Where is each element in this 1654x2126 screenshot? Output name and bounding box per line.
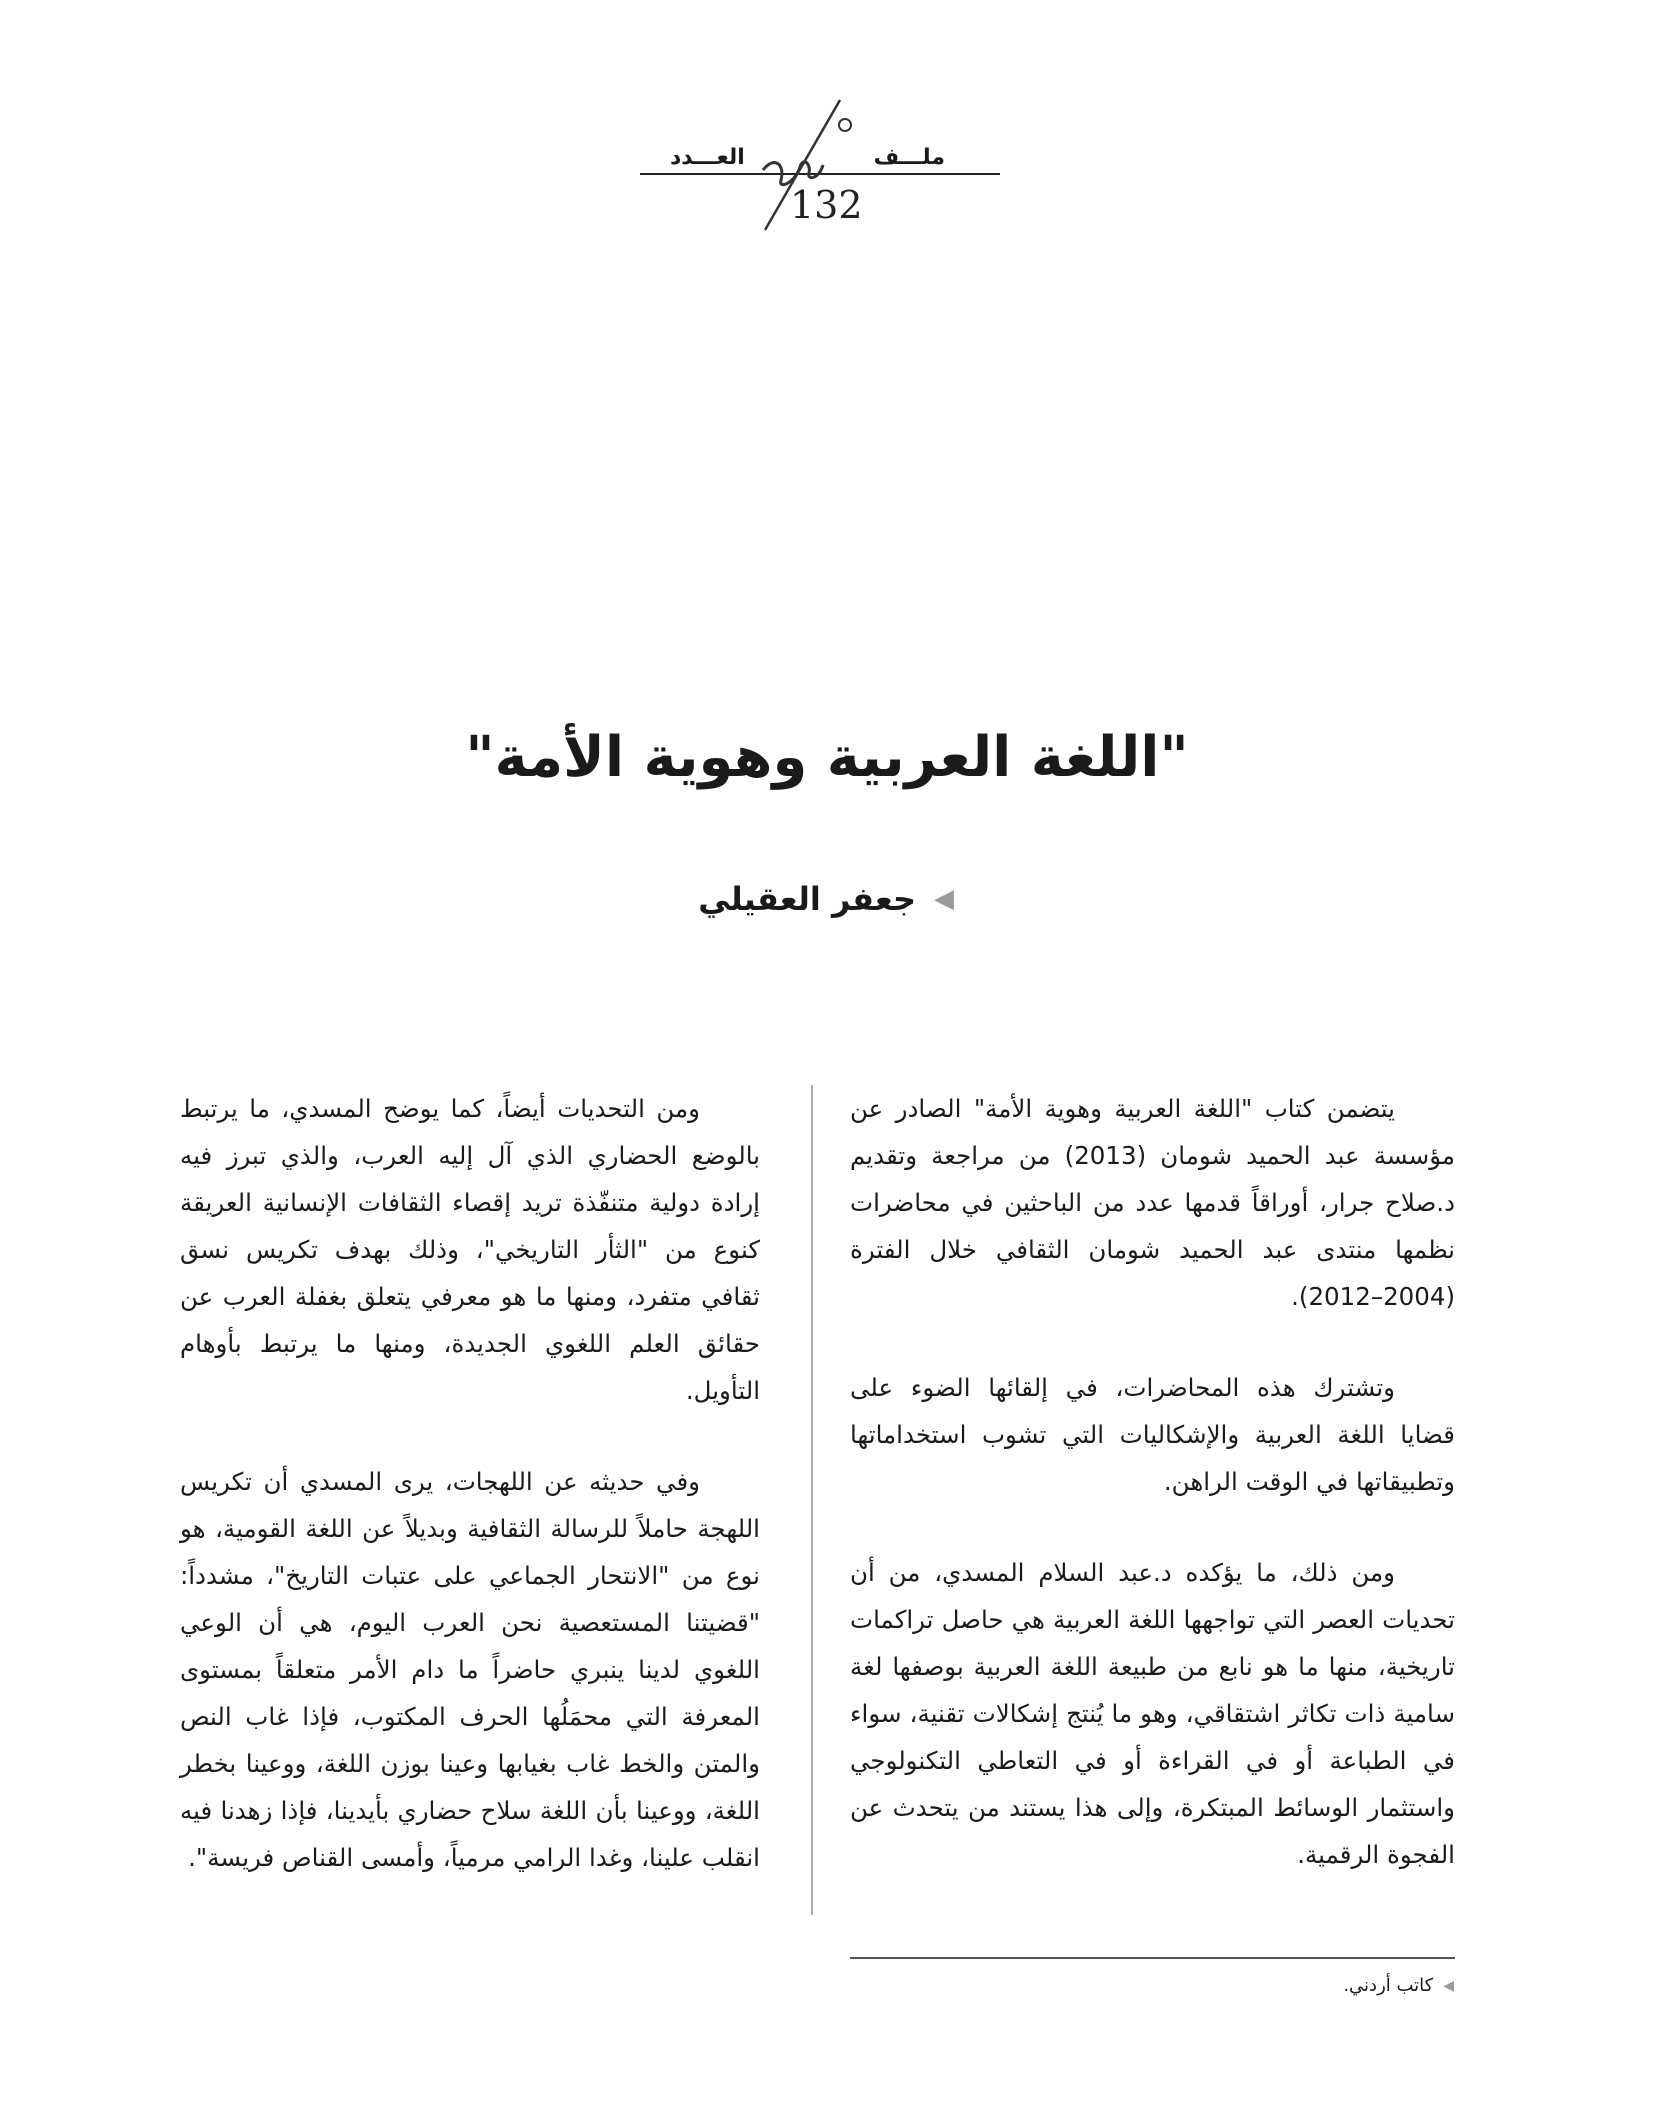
author-line (698, 880, 954, 918)
footnote (1343, 1975, 1454, 1996)
article-title: "اللغة العربية وهوية الأمة" (465, 725, 1189, 790)
paragraph: ومن ذلك، ما يؤكده د.عبد السلام المسدي، من أن تحديات العصر التي تواجهها اللغة العربية هي حاصل تراكمات تاريخية، منها ما هو نابع من طبيعة اللغة العربية بوصفها لغة سامية ذات تكاثر اشتقاقي، وهو ما يُنتج إشكالات تقنية، سواء في الطباعة أو في القراءة أو في التعاطي التكنولوجي واستثمار الوسائط المبتكرة، وإلى هذا يستند من يتحدث عن الفجوة الرقمية. (850, 1558, 1455, 1869)
footnote-text: كاتب أردني. (1343, 1975, 1434, 1996)
page-number: 132 (790, 183, 863, 227)
section-label: ملـــف (873, 145, 945, 170)
paragraph: ومن التحديات أيضاً، كما يوضح المسدي، ما يرتبط بالوضع الحضاري الذي آل إليه العرب، والذي تبرز فيه إرادة دولية متنفّذة تريد إقصاء الثقافات الإنسانية العريقة كنوع من "الثأر التاريخي"، وذلك بهدف تكريس نسق ثقافي متفرد، ومنها ما هو معرفي يتعلق بغفلة العرب عن حقائق العلم اللغوي الجديدة، ومنها ما يرتبط بأوهام التأويل. (180, 1094, 760, 1405)
issue-label: العـــدد (670, 145, 745, 170)
left-column (180, 1085, 760, 1925)
triangle-marker-icon: ◀ (1443, 1977, 1454, 1994)
paragraph: وتشترك هذه المحاضرات، في إلقائها الضوء على قضايا اللغة العربية والإشكاليات التي تشوب استخداماتها وتطبيقاتها في الوقت الراهن. (850, 1373, 1455, 1496)
paragraph: وفي حديثه عن اللهجات، يرى المسدي أن تكريس اللهجة حاملاً للرسالة الثقافية وبديلاً عن اللغة القومية، هو نوع من "الانتحار الجماعي على عتبات التاريخ"، مشدداً: "قضيتنا المستعصية نحن العرب اليوم، هي أن الوعي اللغوي لدينا ينبري حاضراً ما دام الأمر متعلقاً بمستوى المعرفة التي محمَلُها الحرف المكتوب، فإذا غاب النص والمتن والخط غاب بغيابها وعينا بوزن اللغة، ووعينا بخطر اللغة، ووعينا بأن اللغة سلاح حضاري بأيدينا، فإذا زهدنا فيه انقلب علينا، وغدا الرامي مرمياً، وأمسى القناص فريسة". (180, 1467, 760, 1872)
footnote-rule (850, 1957, 1455, 1959)
triangle-marker-icon: ◀ (934, 884, 954, 914)
running-header (640, 95, 1000, 235)
right-column (850, 1085, 1455, 1922)
column-divider (811, 1085, 813, 1915)
author-name: جعفر العقيلي (698, 880, 916, 918)
paragraph: يتضمن كتاب "اللغة العربية وهوية الأمة" الصادر عن مؤسسة عبد الحميد شومان (2013) من مراجعة وتقديم د.صلاح جرار، أوراقاً قدمها عدد من الباحثين في محاضرات نظمها منتدى عبد الحميد شومان الثقافي خلال الفترة (2004–2012). (850, 1094, 1455, 1311)
